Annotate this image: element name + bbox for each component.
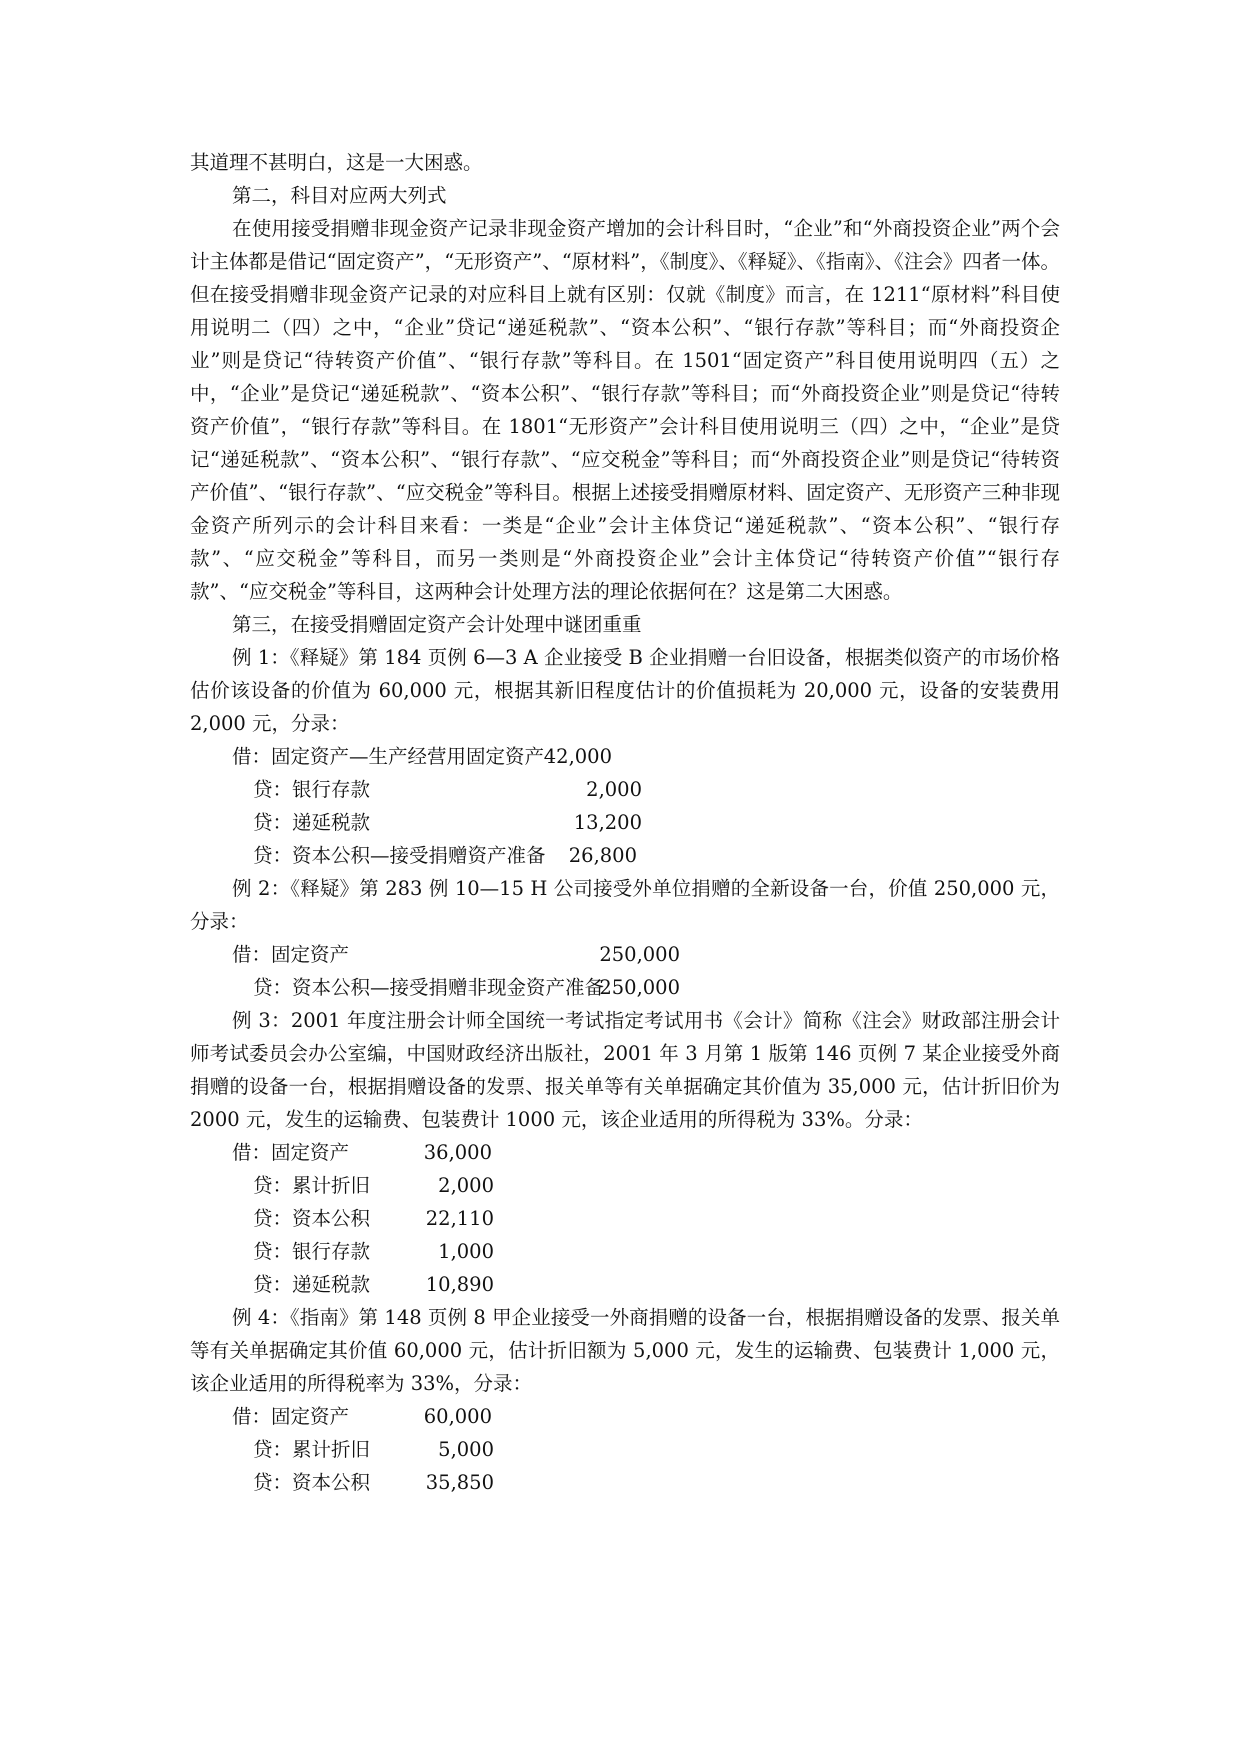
document-page [190,146,1060,1499]
entry-label: 贷：银行存款 [253,778,371,801]
entry-label: 借：固定资产 [232,1405,350,1428]
entry-amount: 35,850 [425,1471,494,1494]
entry-amount: 2,000 [438,1174,494,1197]
entry-label: 贷：资本公积—接受捐赠非现金资产准备 [253,976,605,999]
entry-row [190,1235,1060,1268]
section-heading-2: 第二，科目对应两大列式 [232,184,447,207]
entry-amount: 26,800 [568,844,637,867]
journal-entry-1 [190,740,1060,872]
entry-amount: 60,000 [423,1405,492,1428]
entry-row [190,1169,1060,1202]
entry-row [190,806,1060,839]
entry-label: 贷：资本公积 [253,1471,371,1494]
entry-row [190,1466,1060,1499]
entry-amount: 22,110 [425,1207,494,1230]
paragraph: 其道理不甚明白，这是一大困惑。 [190,151,483,174]
entry-row [190,1136,1060,1169]
entry-amount: 1,000 [438,1240,494,1263]
entry-amount: 10,890 [425,1273,494,1296]
entry-label: 贷：递延税款 [253,1273,371,1296]
entry-row [190,1400,1060,1433]
entry-label: 贷：累计折旧 [253,1438,371,1461]
journal-entry-3 [190,1136,1060,1301]
entry-label: 借：固定资产 [232,1141,350,1164]
entry-amount: 13,200 [573,811,642,834]
entry-label: 贷：资本公积 [253,1207,371,1230]
example-1-text: 例 1：《释疑》第 184 页例 6—3 A 企业接受 B 企业捐赠一台旧设备，根据类似资产的市场价格估价该设备的价值为 60,000 元，根据其新旧程度估计的价值损耗为 20,000 元，设备的安装费用 2,000 元，分录： [190,646,1060,735]
entry-amount: 5,000 [438,1438,494,1461]
entry-amount: 36,000 [423,1141,492,1164]
entry-amount: 250,000 [599,976,680,999]
entry-label: 贷：累计折旧 [253,1174,371,1197]
entry-row [190,1268,1060,1301]
entry-label: 借：固定资产 [232,943,350,966]
example-3-text: 例 3：2001 年度注册会计师全国统一考试指定考试用书《会计》简称《注会》财政部注册会计师考试委员会办公室编，中国财政经济出版社，2001 年 3 月第 1 版第 146 页例 7 某企业接受外商捐赠的设备一台，根据捐赠设备的发票、报关单等有关单据确定其价值为 35,000 元，估计折旧价为 2000 元，发生的运输费、包装费计 1000 元，该企业适用的所得税为 33%。分录： [190,1009,1060,1131]
entry-row [190,773,1060,806]
entry-label: 贷：资本公积—接受捐赠资产准备 [253,844,546,867]
entry-label: 贷：银行存款 [253,1240,371,1263]
entry-row [190,839,1060,872]
entry-row [190,1433,1060,1466]
section-heading-3: 第三，在接受捐赠固定资产会计处理中谜团重重 [232,613,642,636]
paragraph: 在使用接受捐赠非现金资产记录非现金资产增加的会计科目时，“企业”和“外商投资企业”两个会计主体都是借记“固定资产”，“无形资产”、“原材料”，《制度》、《释疑》、《指南》、《注会》四者一体。但在接受捐赠非现金资产记录的对应科目上就有区别：仅就《制度》而言，在 1211“原材料”科目使用说明二（四）之中，“企业”贷记“递延税款”、“资本公积”、“银行存款”等科目；而“外商投资企业”则是贷记“待转资产价值”、“银行存款”等科目。在 1501“固定资产”科目使用说明四（五）之中，“企业”是贷记“递延税款”、“资本公积”、“银行存款”等科目；而“外商投资企业”则是贷记“待转资产价值”，“银行存款”等科目。在 1801“无形资产”会计科目使用说明三（四）之中，“企业”是贷记“递延税款”、“资本公积”、“银行存款”、“应交税金”等科目；而“外商投资企业”则是贷记“待转资产价值”、“银行存款”、“应交税金”等科目。根据上述接受捐赠原材料、固定资产、无形资产三种非现金资产所列示的会计科目来看：一类是“企业”会计主体贷记“递延税款”、“资本公积”、“银行存款”、“应交税金”等科目，而另一类则是“外商投资企业”会计主体贷记“待转资产价值”“银行存款”、“应交税金”等科目，这两种会计处理方法的理论依据何在？这是第二大困惑。 [190,217,1060,603]
entry-amount: 250,000 [599,943,680,966]
entry-row [190,938,1060,971]
entry-amount: 2,000 [586,778,642,801]
example-2-text: 例 2：《释疑》第 283 例 10—15 H 公司接受外单位捐赠的全新设备一台，价值 250,000 元，分录： [190,877,1060,933]
journal-entry-4 [190,1400,1060,1499]
entry-row [190,1202,1060,1235]
entry-label: 借：固定资产—生产经营用固定资产 [232,745,545,768]
example-4-text: 例 4：《指南》第 148 页例 8 甲企业接受一外商捐赠的设备一台，根据捐赠设备的发票、报关单等有关单据确定其价值 60,000 元，估计折旧额为 5,000 元，发生的运输费、包装费计 1,000 元，该企业适用的所得税率为 33%，分录： [190,1306,1060,1395]
entry-amount: 42,000 [543,745,612,768]
journal-entry-2 [190,938,1060,1004]
entry-row [190,740,1060,773]
entry-row [190,971,1060,1004]
entry-label: 贷：递延税款 [253,811,371,834]
